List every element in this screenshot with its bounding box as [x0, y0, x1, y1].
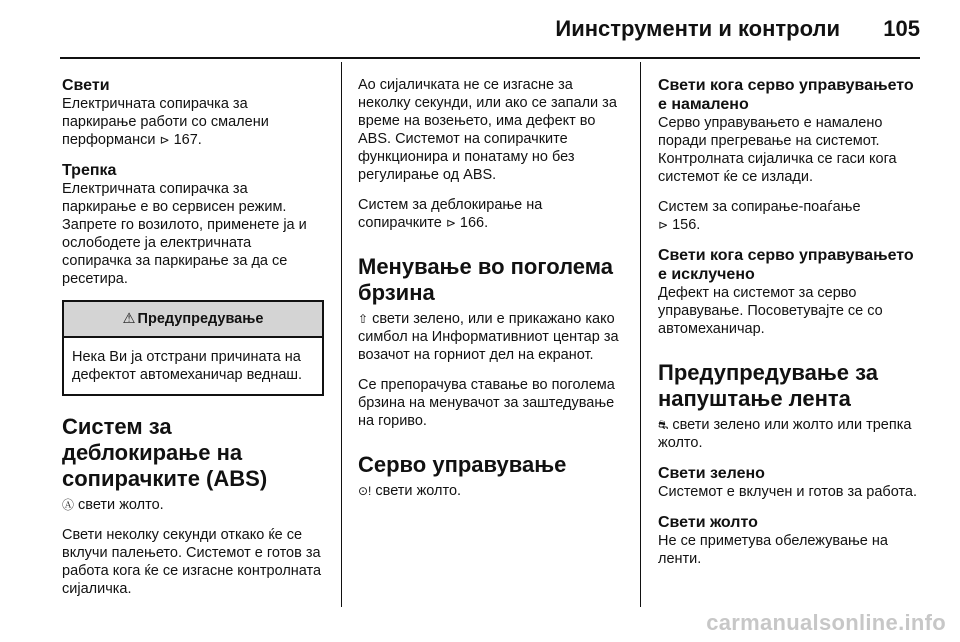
warning-text: Нека Ви ја отстрани причината на дефектот автомеханичар веднаш.: [72, 349, 303, 383]
paragraph: Систем за сопирање-поаѓање ⊳ 156.: [658, 199, 861, 233]
section-title: Свети кога серво управувањето е намалено: [658, 77, 914, 113]
column-right: [658, 76, 924, 580]
column-middle: [358, 76, 624, 512]
abs-icon: Ⓐ: [62, 498, 75, 513]
warning-header: [64, 302, 322, 338]
lane-departure-icon: ⛐: [658, 418, 669, 433]
header-divider: [60, 57, 920, 59]
section-heading: Предупредување за напуштање лента: [658, 360, 879, 411]
page-header: [0, 0, 960, 58]
steering-warning-icon: ⊙!: [358, 484, 372, 499]
paragraph: Системот е вклучен и готов за работа.: [658, 484, 918, 501]
paragraph: Свети неколку секунди откако ќе се вклучи палењето. Системот е готов за работа кога ќе се изгасне контролната сијаличка.: [62, 527, 322, 598]
paragraph: Систем за деблокирање на сопирачките ⊳ 166.: [358, 197, 543, 231]
watermark: carmanualsonline.info: [706, 610, 946, 635]
paragraph: Дефект на системот за серво управување. Посоветувајте се со автомеханичар.: [658, 285, 883, 337]
section-heading: Серво управување: [358, 452, 567, 478]
paragraph: Електричната сопирачка за паркирање е во сервисен режим. Запрете го возилото, применете ја и ослободете ја електричната сопирачка за паркирање за да се ресетира.: [62, 181, 307, 287]
column-divider: [640, 62, 641, 607]
paragraph: Ао сијаличката не се изгасне за неколку секунди, или ако се запали за време на возењето, има дефект во ABS. Системот на сопирачките функционира и понатаму но без регулирање од ABS.: [358, 77, 617, 183]
section-title: Свети кога серво управувањето е исклучено: [658, 247, 914, 283]
section-title: Свети зелено: [658, 465, 765, 483]
reference-arrow-icon: ⊳: [445, 216, 456, 230]
paragraph: Се препорачува ставање во поголема брзина на менувачот за заштедување на гориво.: [358, 377, 615, 430]
section-heading: Менување во поголема брзина: [358, 254, 613, 305]
paragraph: Ⓐ свети жолто.: [62, 497, 164, 513]
column-left: [62, 76, 324, 610]
reference-arrow-icon: ⊳: [159, 133, 170, 147]
reference-arrow-icon: ⊳: [658, 218, 669, 232]
paragraph: Електричната сопирачка за паркирање работи со смалени перформанси ⊳ 167.: [62, 96, 269, 148]
section-title: Свети жолто: [658, 514, 758, 532]
section-title: Трепка: [62, 162, 117, 179]
paragraph: ⛐ свети зелено или жолто или трепка жолто.: [658, 417, 912, 452]
warning-triangle-icon: ⚠: [122, 311, 136, 327]
gear-shift-up-icon: ⇧: [358, 312, 369, 327]
paragraph: Серво управувањето е намалено поради прегревање на системот. Контролната сијаличка се гаси кога системот ќе се излади.: [658, 115, 897, 185]
page-reference[interactable]: 166.: [459, 215, 489, 231]
warning-box: [62, 300, 324, 396]
paragraph: ⇧ свети зелено, или е прикажано како симбол на Информативниот центар за возачот на горниот дел на екранот.: [358, 311, 619, 364]
paragraph: ⊙! свети жолто.: [358, 483, 462, 500]
paragraph: Не се приметува обележување на ленти.: [658, 533, 888, 568]
section-heading: Систем за деблокирање на сопирачките (ABS): [62, 414, 268, 491]
section-title: Свети: [62, 77, 110, 94]
header-title: Иинструменти и контроли: [555, 16, 840, 41]
page-number: 105: [883, 16, 920, 41]
page-reference[interactable]: 156.: [672, 217, 701, 233]
warning-title: Предупредување: [137, 311, 264, 327]
page-reference[interactable]: 167.: [173, 132, 202, 148]
column-divider: [341, 62, 342, 607]
